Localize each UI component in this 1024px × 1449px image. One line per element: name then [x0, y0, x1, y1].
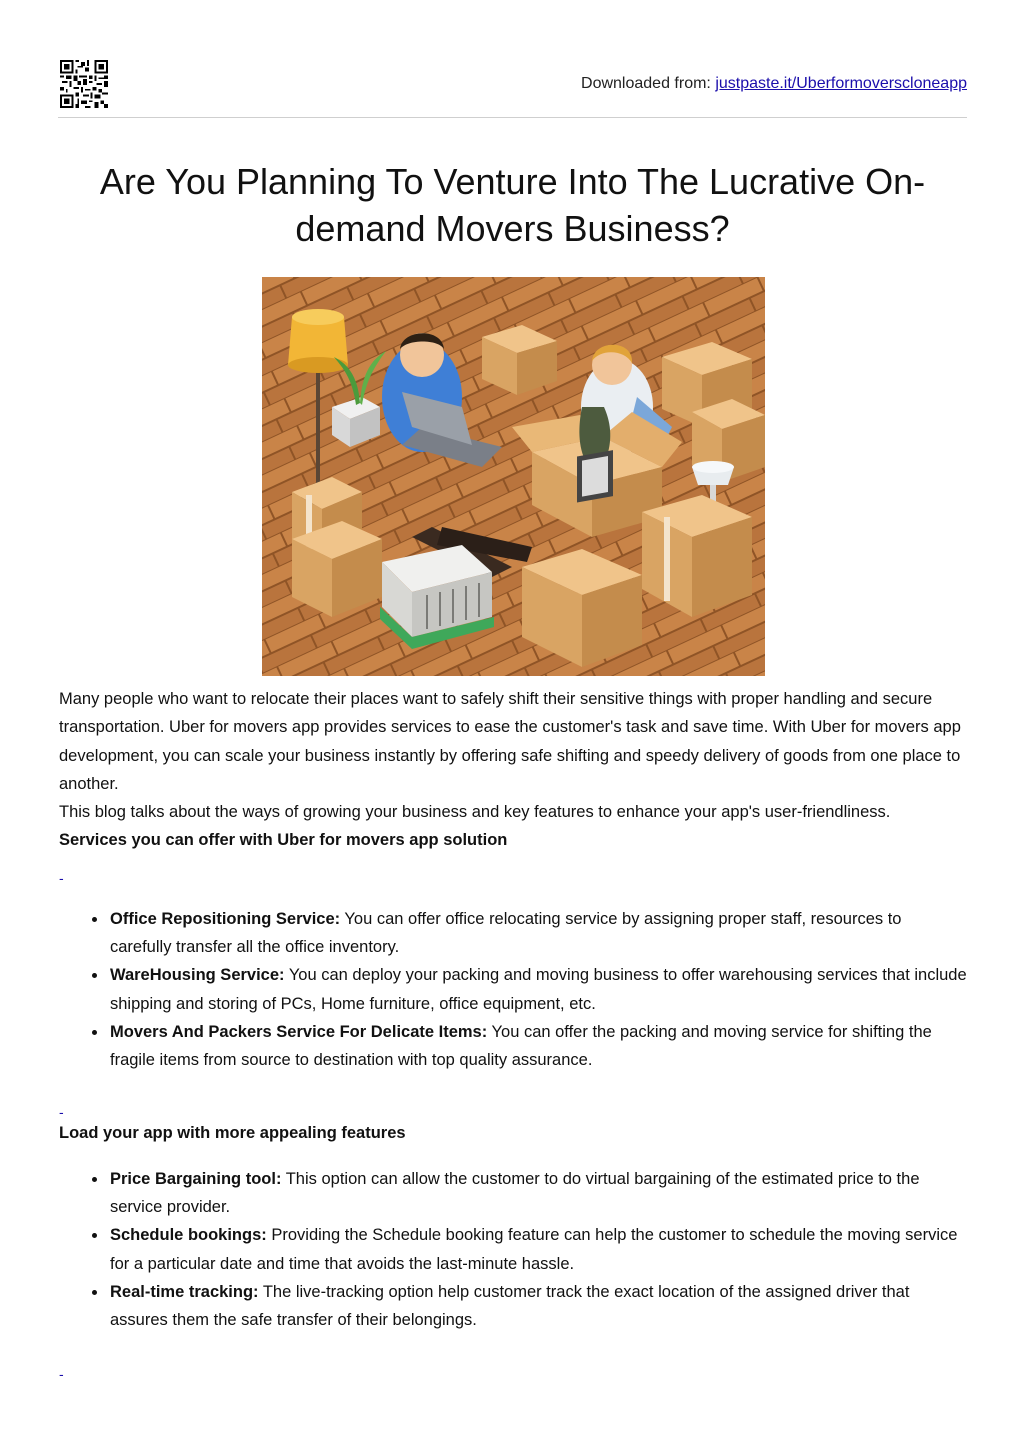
list-item-text: This option can allow the customer to do virtual bargaining of the estimated price to the service provider.	[110, 1169, 920, 1217]
list-item	[110, 1278, 967, 1335]
list-item-title: Schedule bookings:	[110, 1226, 267, 1245]
list-item-title: Office Repositioning Service:	[110, 909, 341, 928]
list-item-text: Providing the Schedule booking feature can help the customer to schedule the moving service for a particular date and time that avoids the last-minute hassle.	[110, 1226, 958, 1273]
list-item	[110, 1165, 967, 1222]
list-item-title: Real-time tracking:	[110, 1283, 259, 1302]
features-list	[59, 1165, 967, 1335]
separator-link[interactable]: -	[59, 1365, 64, 1382]
features-heading: Load your app with more appealing features	[59, 1123, 406, 1142]
list-item-title: Movers And Packers Service For Delicate Items:	[110, 1022, 488, 1041]
movers-illustration	[262, 277, 765, 676]
download-source	[581, 75, 967, 93]
list-item-text: You can offer office relocating service by assigning proper staff, resources to carefully transfer all the office inventory.	[110, 909, 902, 957]
separator-link[interactable]: -	[59, 869, 64, 886]
list-item-text: You can offer the packing and moving service for shifting the fragile items from source to destination with top quality assurance.	[110, 1022, 932, 1070]
page-title: Are You Planning To Venture Into The Lucrative On-demand Movers Business?	[99, 161, 926, 249]
services-heading: Services you can offer with Uber for movers app solution	[59, 831, 508, 850]
source-link[interactable]: justpaste.it/Uberformoverscloneapp	[715, 75, 967, 92]
list-item-title: Price Bargaining tool:	[110, 1169, 282, 1188]
intro-paragraph: Many people who want to relocate their places want to safely shift their sensitive things with proper handling and secure transportation. Uber for movers app provides services to ease the customer's task and save time. With Uber for movers app development, you can scale your business instantly by offering safe shifting and speedy delivery of goods from one place to another.	[59, 690, 961, 793]
download-prefix: Downloaded from:	[581, 75, 711, 92]
qr-code-icon	[60, 60, 108, 108]
list-item	[110, 905, 967, 962]
list-item	[110, 1018, 967, 1075]
services-list	[59, 905, 967, 1075]
intro-paragraph-2: This blog talks about the ways of growing your business and key features to enhance your app's user-friendliness.	[59, 803, 891, 822]
header-divider	[58, 117, 967, 118]
list-item-text: The live-tracking option help customer track the exact location of the assigned driver that assures them the safe transfer of their belongings.	[110, 1283, 910, 1330]
list-item-title: WareHousing Service:	[110, 966, 285, 985]
list-item	[110, 1221, 967, 1278]
separator-link[interactable]: -	[59, 1103, 64, 1120]
article-body	[59, 685, 967, 1381]
list-item	[110, 961, 967, 1018]
list-item-text: You can deploy your packing and moving business to offer warehousing services that include shipping and storing of PCs, Home furniture, office equipment, etc.	[110, 966, 967, 1013]
